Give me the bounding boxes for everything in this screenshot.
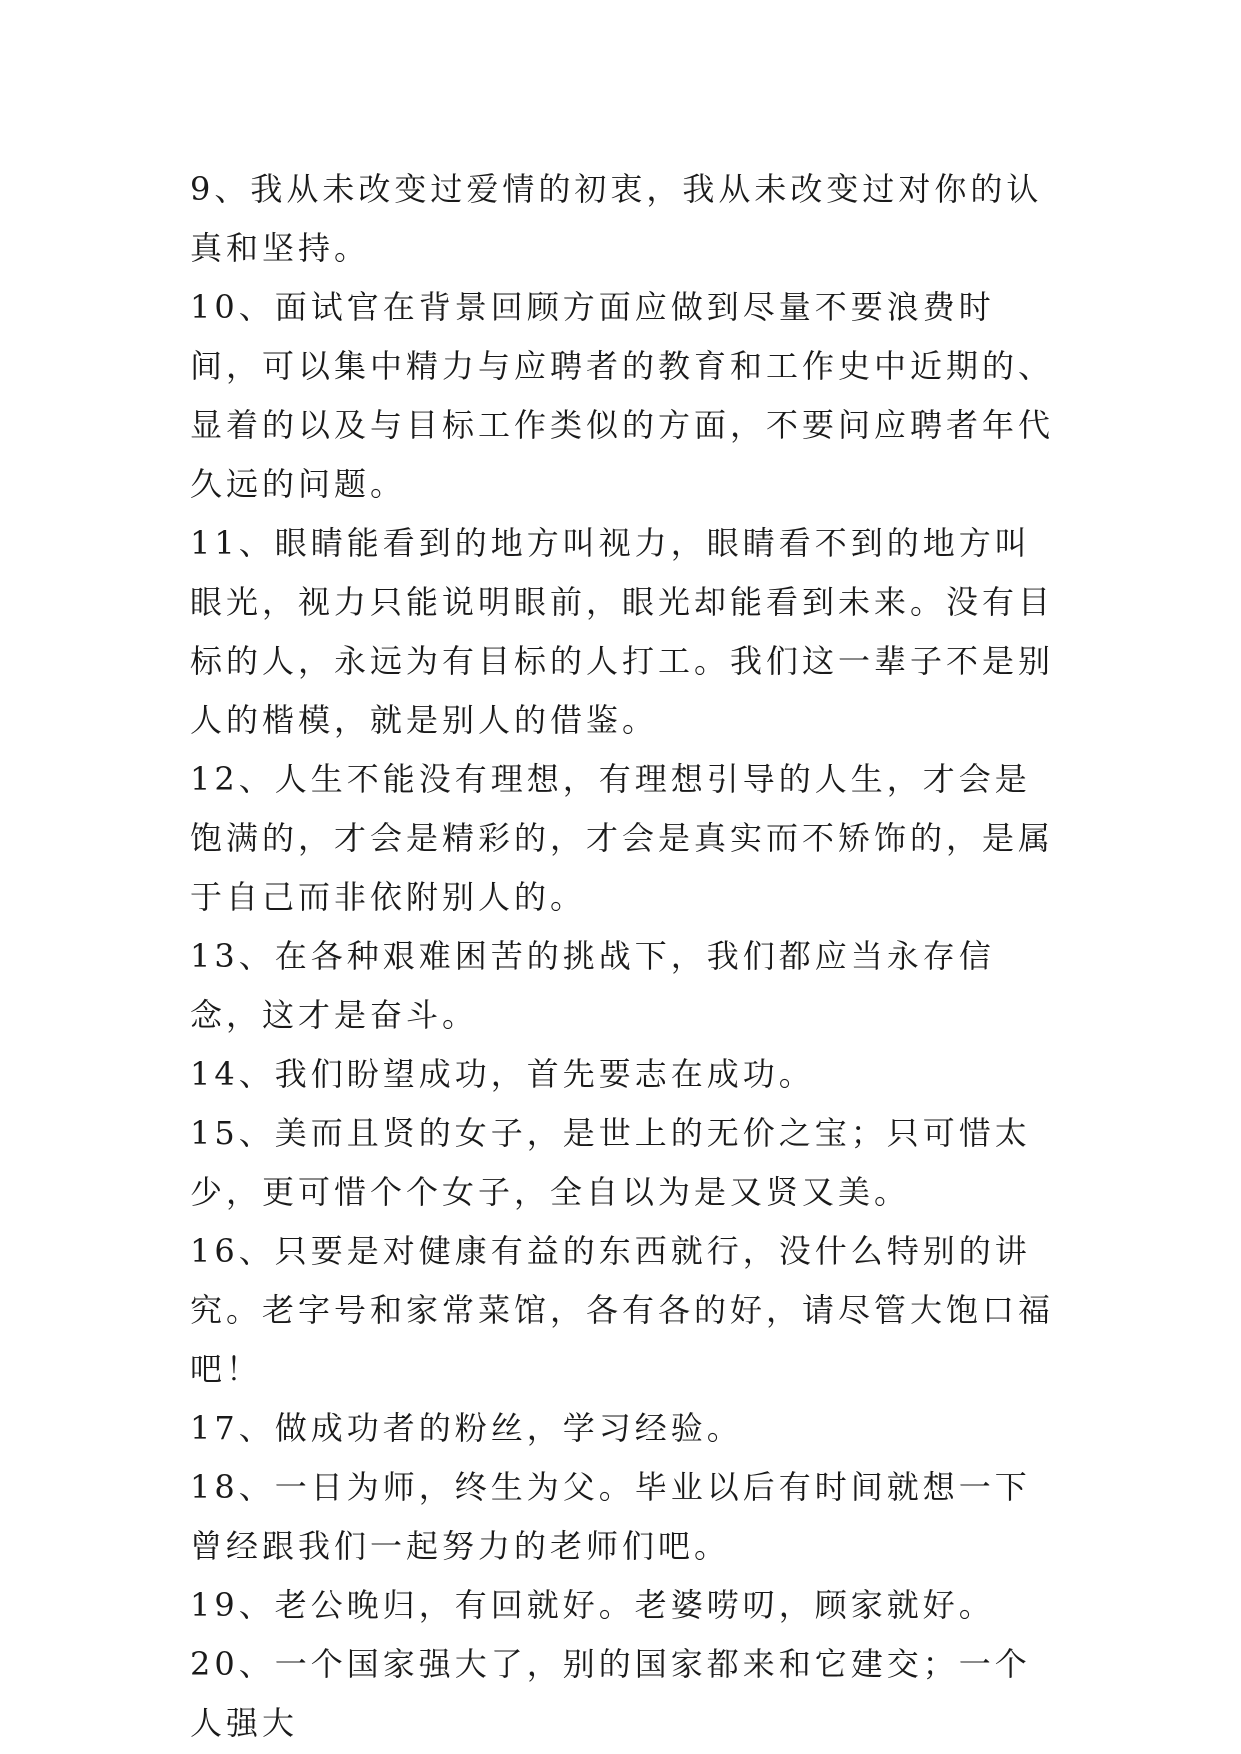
paragraph-19: 19、老公晚归，有回就好。老婆唠叨，顾家就好。 [190, 1586, 995, 1624]
document-body [190, 160, 1060, 1753]
paragraph-15: 15、美而且贤的女子，是世上的无价之宝；只可惜太少，更可惜个个女子，全自以为是又贤又美。 [190, 1114, 1031, 1211]
paragraph-13: 13、在各种艰难困苦的挑战下，我们都应当永存信念，这才是奋斗。 [190, 937, 995, 1034]
paragraph-11: 11、眼睛能看到的地方叫视力，眼睛看不到的地方叫眼光，视力只能说明眼前，眼光却能看到未来。没有目标的人，永远为有目标的人打工。我们这一辈子不是别人的楷模，就是别人的借鉴。 [190, 524, 1055, 739]
paragraph-12: 12、人生不能没有理想，有理想引导的人生，才会是饱满的，才会是精彩的，才会是真实而不矫饰的，是属于自己而非依附别人的。 [190, 760, 1055, 916]
paragraph-14: 14、我们盼望成功，首先要志在成功。 [190, 1055, 815, 1093]
paragraph-9: 9、我从未改变过爱情的初衷，我从未改变过对你的认真和坚持。 [190, 170, 1043, 267]
paragraph-16: 16、只要是对健康有益的东西就行，没什么特别的讲究。老字号和家常菜馆，各有各的好，请尽管大饱口福吧！ [190, 1232, 1055, 1388]
paragraph-10: 10、面试官在背景回顾方面应做到尽量不要浪费时间，可以集中精力与应聘者的教育和工作史中近期的、显着的以及与目标工作类似的方面，不要问应聘者年代久远的问题。 [190, 288, 1055, 503]
paragraph-20: 20、一个国家强大了，别的国家都来和它建交；一个人强大 [190, 1645, 1031, 1742]
paragraph-17: 17、做成功者的粉丝，学习经验。 [190, 1409, 743, 1447]
paragraph-18: 18、一日为师，终生为父。毕业以后有时间就想一下曾经跟我们一起努力的老师们吧。 [190, 1468, 1031, 1565]
